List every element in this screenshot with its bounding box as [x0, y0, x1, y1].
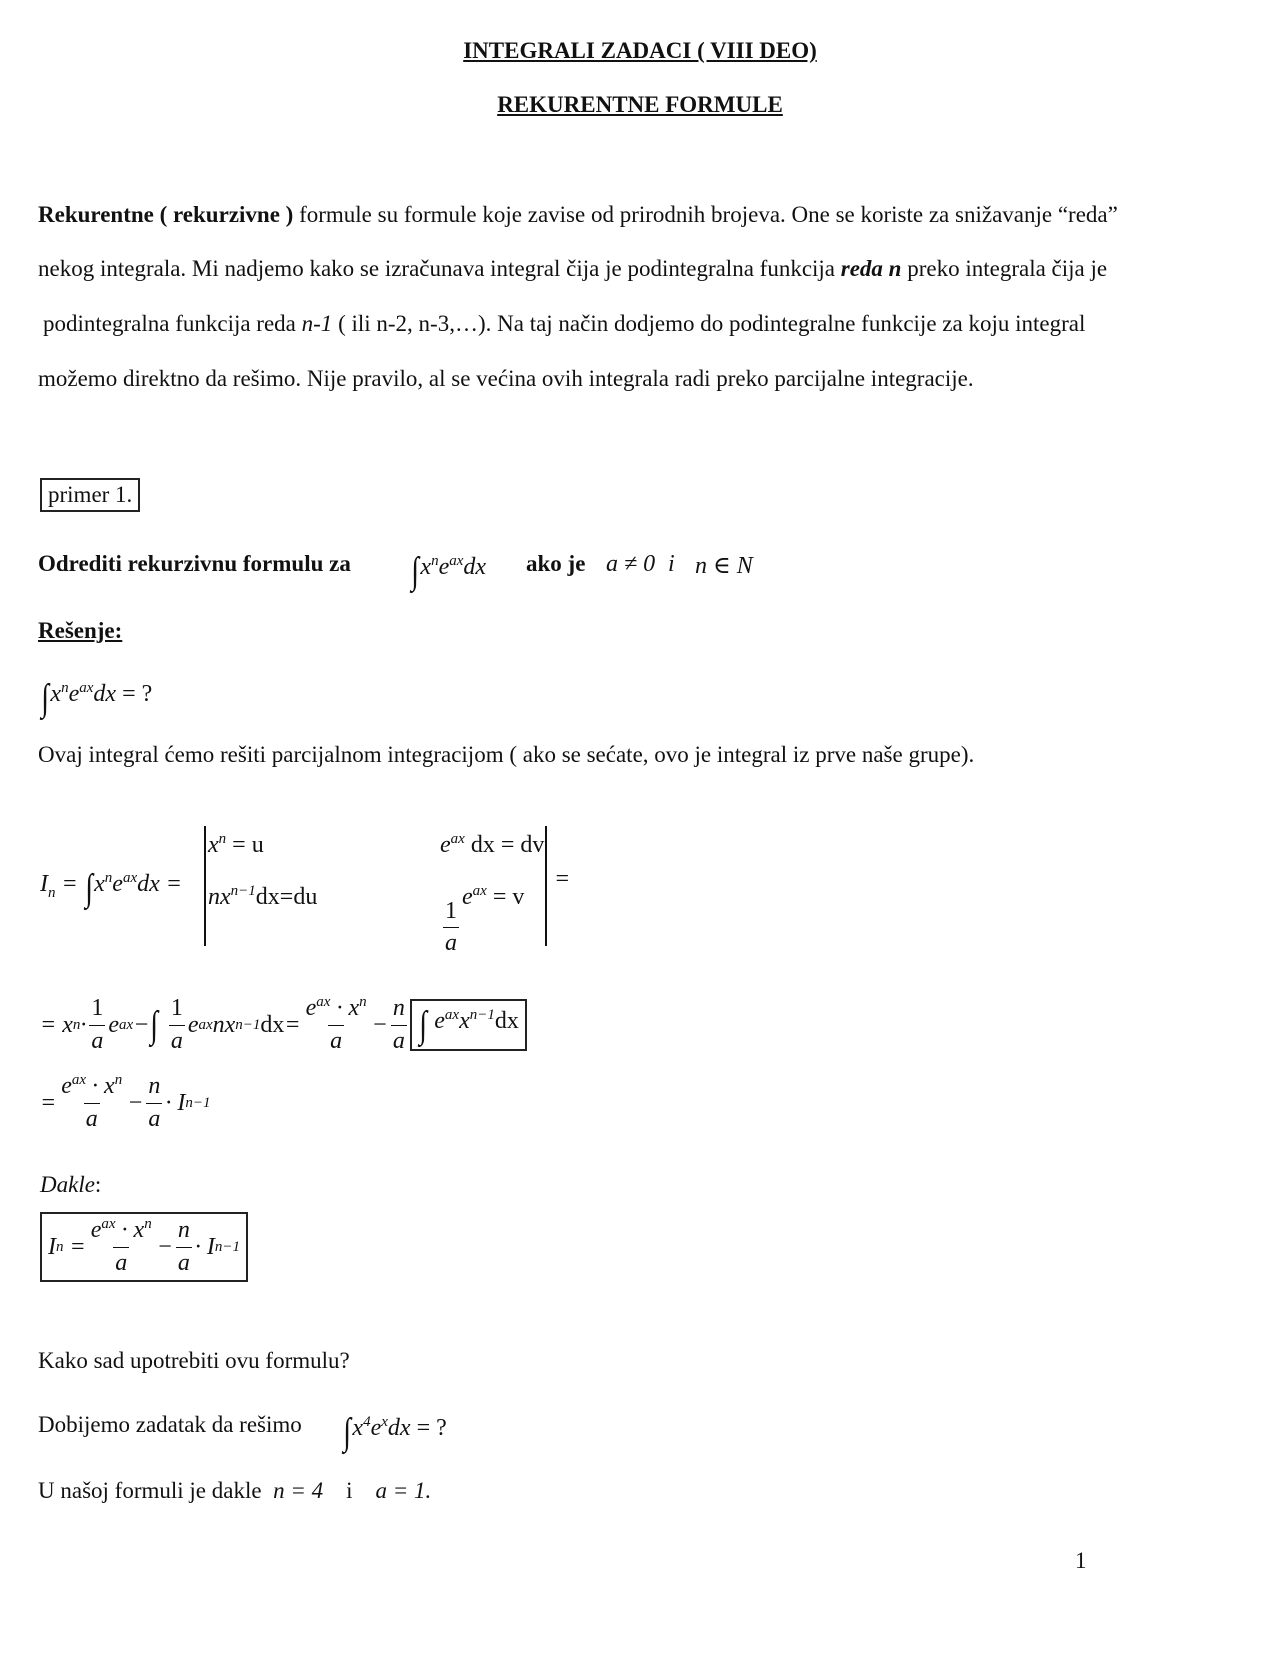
task-integral: $\int x^ne^{ax}dx$	[411, 550, 487, 592]
substitution-du: $nx^{n-1}dx=du$	[208, 883, 318, 910]
page-title: INTEGRALI ZADACI ( VIII DEO)	[463, 38, 817, 63]
sub-du-text: dx=du	[255, 884, 318, 910]
intro-line-1-text: formule su formule koje zavise od prirodnih brojeva. One se koriste za snižavanje “reda”	[293, 202, 1118, 227]
sub-u-text: = u	[232, 832, 264, 858]
formula-params-text: U našoj formuli je dakle	[38, 1478, 262, 1503]
intro-line-4: možemo direktno da rešimo. Nije pravilo, al se većina ovih integrala radi preko parcijalne integracije.	[38, 366, 974, 391]
dx-text-1: dx	[260, 1011, 285, 1038]
param-n: n = 4	[273, 1478, 324, 1503]
param-a: a = 1.	[375, 1478, 432, 1503]
intro-line-2	[38, 256, 1107, 282]
second-task: Dobijemo zadatak da rešimo	[38, 1412, 302, 1437]
dx-text-2: dx	[494, 1008, 519, 1034]
substitution-left-bar	[204, 826, 206, 946]
page-number: 1	[1075, 1548, 1087, 1573]
second-equals-question: = ?	[416, 1415, 447, 1441]
sub-dv-text: dx = dv	[470, 832, 545, 858]
dakle-colon: :	[94, 1172, 102, 1197]
intro-line-3-a: podintegralna funkcija reda	[43, 311, 302, 336]
integral-definition: $I_n = \int x^ne^{ax}dx$ =	[40, 867, 182, 909]
result-step: = $\frac{e^{ax} \cdot x^n}{a}$ − $\frac{n}{a}$ · I n−1	[40, 1072, 211, 1132]
formula-params-line	[38, 1478, 431, 1504]
intro-order-n-1: n-1	[301, 311, 333, 336]
task-condition-a: a ≠ 0	[606, 551, 656, 577]
task-condition-if: ako je	[526, 551, 586, 576]
solution-label: Rešenje:	[38, 618, 123, 643]
substitution-dv: $e^{ax}$ dx = dv	[440, 831, 545, 858]
substitution-right-bar	[545, 826, 547, 946]
boxed-integral: ∫ $e^{ax}x^{n-1}dx$	[410, 999, 527, 1051]
integral-question: $\int x^ne^{ax}dx$ = ?	[41, 677, 153, 719]
intro-term: Rekurentne ( rekurzivne )	[38, 202, 294, 227]
example-label: primer 1.	[40, 478, 140, 512]
task-condition-n: n ∈ N	[695, 553, 753, 579]
final-recurrence-formula: I n = $\frac{e^{ax} \cdot x^n}{a}$ − $\frac{n}{a}$ · I n−1	[40, 1212, 248, 1282]
task-statement: Odrediti rekurzivnu formulu za	[38, 551, 351, 576]
intro-line-2-b: preko integrala čija je	[901, 256, 1108, 281]
intro-line-1	[38, 202, 1118, 228]
page-subtitle: REKURENTNE FORMULE	[497, 92, 783, 117]
parts-step: = x n · $\frac{1}{a}$ e ax − ∫ $\frac{1}{a}$ e ax nx n−1 dx = $\frac{e^{ax} \cdot x^n}{a}$ − $\frac{n}{a}$ ∫ $e^{ax}x^{n-1}dx$	[40, 990, 527, 1060]
substitution-v: $\frac{1}{a}$ $e^{ax} = v$	[445, 883, 525, 957]
intro-order-n: reda n	[840, 256, 902, 281]
substitution-u: $x^n = u$	[208, 831, 264, 858]
intro-line-3	[43, 311, 1085, 337]
intro-line-2-a: nekog integrala. Mi nadjemo kako se izračunava integral čija je podintegralna funkcija	[38, 256, 841, 281]
usage-question: Kako sad upotrebiti ovu formulu?	[38, 1348, 350, 1373]
sub-v-text: = v	[492, 884, 525, 910]
substitution-equals: =	[554, 866, 571, 892]
equals-question: = ?	[122, 681, 153, 707]
dakle-label	[40, 1172, 101, 1198]
second-task-integral: $\int x^4e^xdx$ = ?	[343, 1411, 447, 1453]
method-sentence: Ovaj integral ćemo rešiti parcijalnom integracijom ( ako se sećate, ovo je integral iz prve naše grupe).	[38, 742, 975, 767]
dakle-word: Dakle	[40, 1172, 95, 1197]
param-and: i	[346, 1478, 353, 1503]
task-condition-and: i	[668, 551, 675, 577]
intro-line-3-b: ( ili n-2, n-3,…). Na taj način dodjemo do podintegralne funkcije za koju integral	[332, 311, 1086, 336]
